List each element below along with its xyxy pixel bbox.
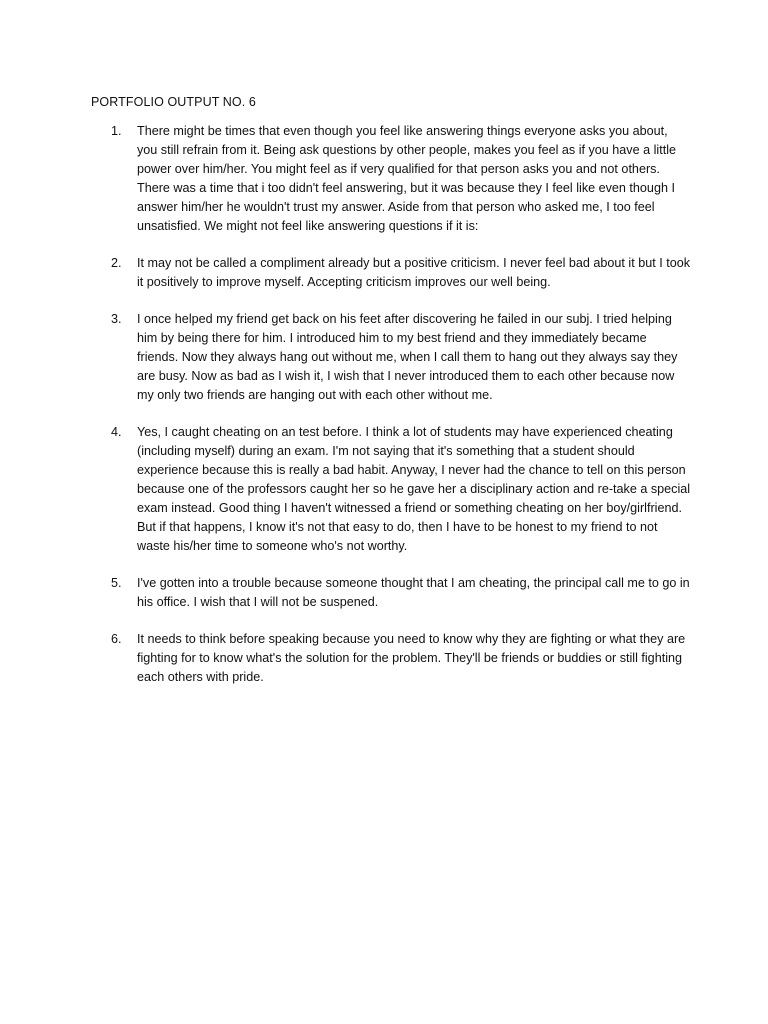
answer-text: It may not be called a compliment already but a positive criticism. I never feel bad about it but I took it positively to improve myself. Accepting criticism improves our well being. — [137, 256, 691, 289]
answer-number: 4. — [111, 425, 122, 439]
document-title: PORTFOLIO OUTPUT NO. 6 — [91, 95, 256, 109]
answer-item-5 — [91, 574, 691, 612]
answer-list — [91, 122, 691, 705]
answer-text: There might be times that even though you feel like answering things everyone asks you about, you still refrain from it. Being ask questions by other people, makes you feel as if you have a little power over him/her. You might feel as if very qualified for that person asks you and not others. There was a time that i too didn't feel answering, but it was because they I feel like even though I answer him/her he wouldn't trust my answer. Aside from that person who asked me, I too feel unsatisfied. We might not feel like answering questions if it is: — [137, 124, 677, 233]
answer-item-2 — [91, 254, 691, 292]
answer-number: 5. — [111, 576, 122, 590]
answer-item-3 — [91, 310, 691, 405]
answer-number: 1. — [111, 124, 122, 138]
answer-number: 6. — [111, 632, 122, 646]
answer-text: I've gotten into a trouble because someone thought that I am cheating, the principal call me to go in his office. I wish that I will not be suspened. — [137, 576, 690, 609]
answer-text: I once helped my friend get back on his feet after discovering he failed in our subj. I tried helping him by being there for him. I introduced him to my best friend and they immediately became friends. Now they always hang out without me, when I call them to hang out they always say they are busy. Now as bad as I wish it, I wish that I never introduced them to each other because now my only two friends are hanging out with each other without me. — [137, 312, 678, 402]
answer-number: 3. — [111, 312, 122, 326]
answer-text: It needs to think before speaking because you need to know why they are fighting or what they are fighting for to know what's the solution for the problem. They'll be friends or buddies or still fighting each others with pride. — [137, 632, 686, 684]
answer-number: 2. — [111, 256, 122, 270]
answer-item-4 — [91, 423, 691, 556]
answer-item-6 — [91, 630, 691, 687]
answer-item-1 — [91, 122, 691, 236]
answer-text: Yes, I caught cheating on an test before. I think a lot of students may have experienced cheating (including myself) during an exam. I'm not saying that it's something that a student should experience because this is really a bad habit. Anyway, I never had the chance to tell on this person because one of the professors caught her so he gave her a disciplinary action and re-take a special exam instead. Good thing I haven't witnessed a friend or something cheating on her boy/girlfriend. But if that happens, I know it's not that easy to do, then I have to be honest to my friend to not waste his/her time to someone who's not worthy. — [137, 425, 691, 553]
